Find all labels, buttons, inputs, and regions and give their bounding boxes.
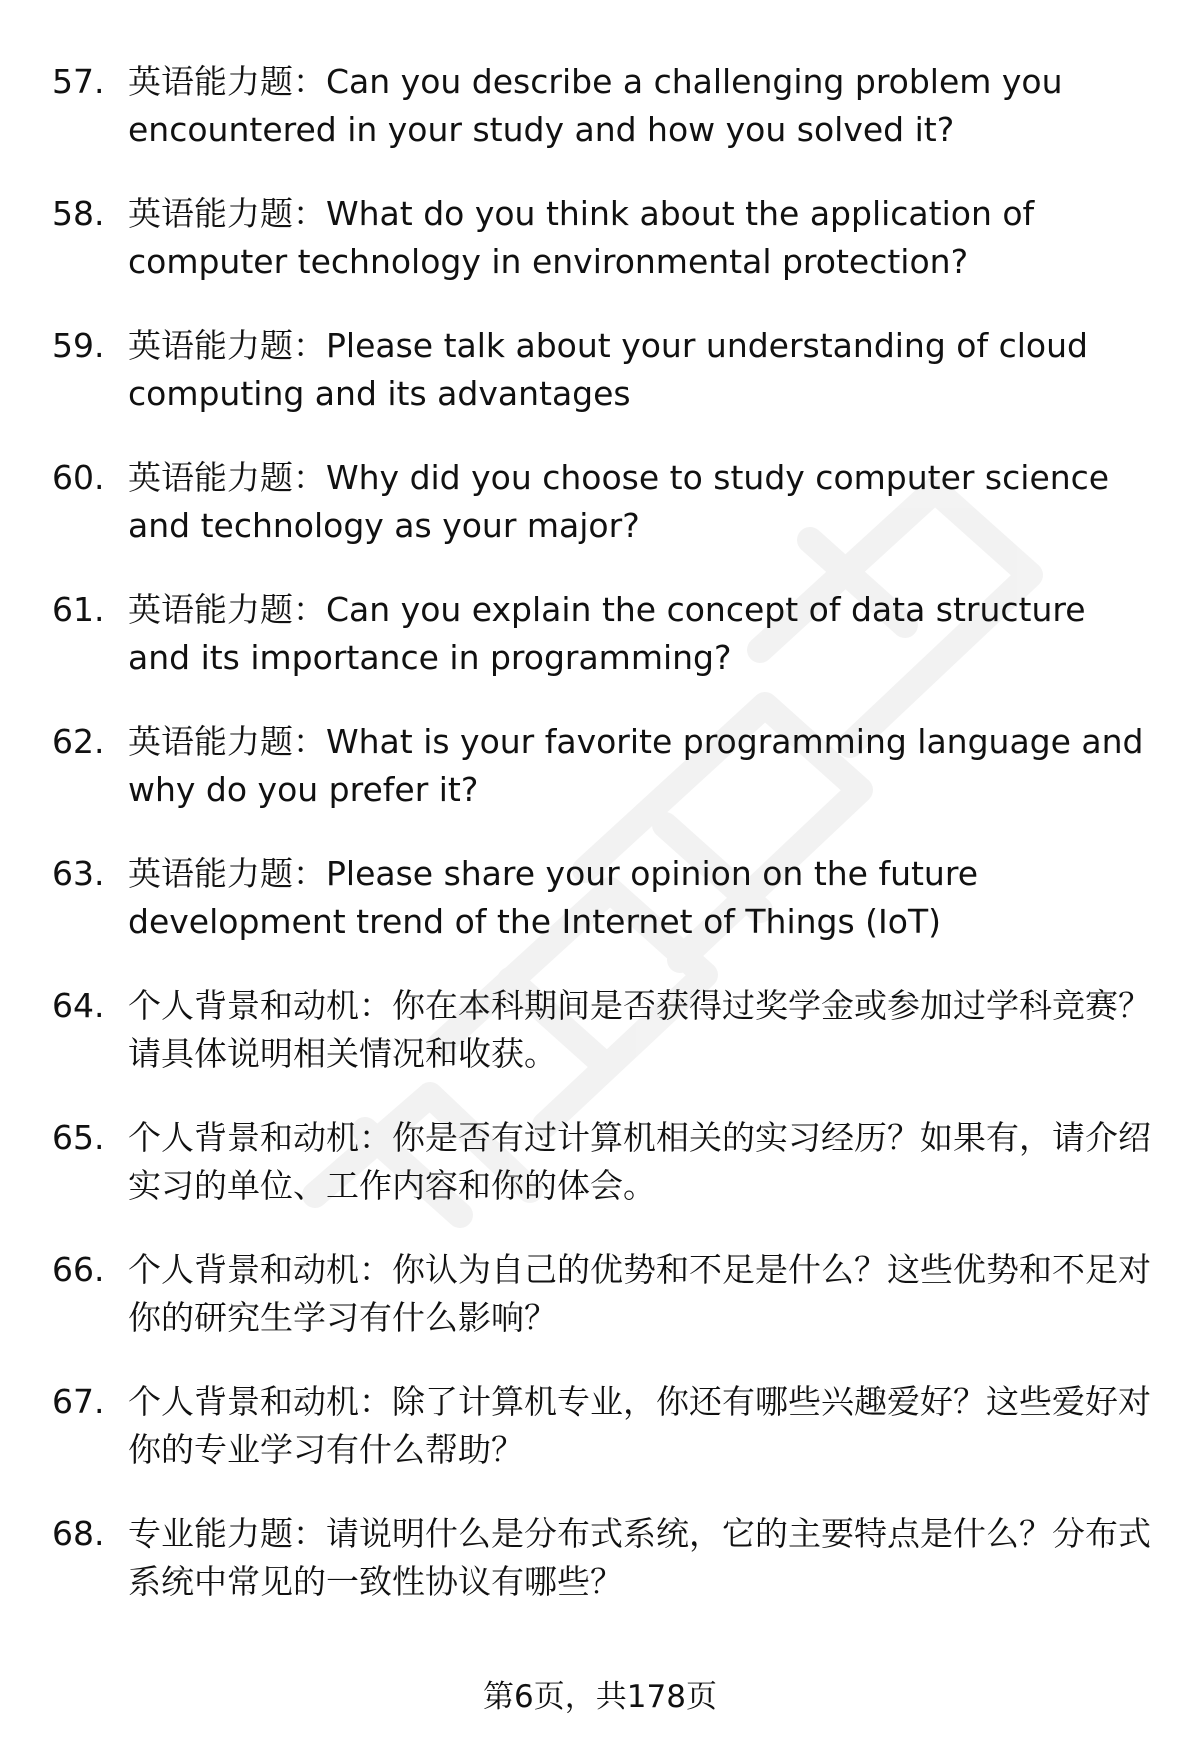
question-body: Please share your opinion on the future development trend of the Internet of Things (IoT) [128, 854, 978, 941]
question-category: 英语能力题： [128, 458, 326, 497]
question-item-62 [52, 718, 1157, 850]
question-body: Why did you choose to study computer science and technology as your major? [128, 458, 1110, 545]
question-item-66 [52, 1246, 1157, 1378]
question-category: 英语能力题： [128, 62, 326, 101]
question-number: 62. [52, 722, 105, 761]
question-body: 你在本科期间是否获得过奖学金或参加过学科竞赛？请具体说明相关情况和收获。 [128, 986, 1151, 1073]
question-category: 个人背景和动机： [128, 1118, 392, 1157]
question-number: 60. [52, 458, 105, 497]
question-text [128, 1510, 1157, 1606]
question-body: 除了计算机专业，你还有哪些兴趣爱好？这些爱好对你的专业学习有什么帮助？ [128, 1382, 1151, 1469]
question-category: 英语能力题： [128, 194, 326, 233]
question-body: 你认为自己的优势和不足是什么？这些优势和不足对你的研究生学习有什么影响？ [128, 1250, 1151, 1337]
question-category: 个人背景和动机： [128, 1382, 392, 1421]
question-list [52, 58, 1157, 1642]
question-text [128, 850, 1157, 946]
question-item-67 [52, 1378, 1157, 1510]
question-text [128, 322, 1157, 418]
question-text [128, 58, 1157, 154]
question-number: 65. [52, 1118, 105, 1157]
question-category: 英语能力题： [128, 590, 326, 629]
question-item-65 [52, 1114, 1157, 1246]
question-category: 英语能力题： [128, 854, 326, 893]
question-number: 63. [52, 854, 105, 893]
question-item-61 [52, 586, 1157, 718]
question-body: 你是否有过计算机相关的实习经历？如果有，请介绍实习的单位、工作内容和你的体会。 [128, 1118, 1151, 1205]
question-text [128, 1114, 1157, 1210]
question-body: Please talk about your understanding of cloud computing and its advantages [128, 326, 1088, 413]
question-text [128, 190, 1157, 286]
question-text [128, 718, 1157, 814]
question-item-57 [52, 58, 1157, 190]
question-number: 68. [52, 1514, 105, 1553]
question-number: 61. [52, 590, 105, 629]
question-text [128, 586, 1157, 682]
question-number: 58. [52, 194, 105, 233]
question-item-60 [52, 454, 1157, 586]
question-category: 个人背景和动机： [128, 986, 392, 1025]
question-body: Can you explain the concept of data structure and its importance in programming? [128, 590, 1086, 677]
question-text [128, 982, 1157, 1078]
question-number: 64. [52, 986, 105, 1025]
question-item-59 [52, 322, 1157, 454]
question-category: 英语能力题： [128, 326, 326, 365]
question-category: 个人背景和动机： [128, 1250, 392, 1289]
question-text [128, 1378, 1157, 1474]
question-number: 67. [52, 1382, 105, 1421]
question-text [128, 1246, 1157, 1342]
question-number: 59. [52, 326, 105, 365]
question-category: 英语能力题： [128, 722, 326, 761]
question-body: Can you describe a challenging problem you encountered in your study and how you solved it? [128, 62, 1063, 149]
question-body: What is your favorite programming language and why do you prefer it? [128, 722, 1144, 809]
question-item-58 [52, 190, 1157, 322]
question-item-68 [52, 1510, 1157, 1642]
question-text [128, 454, 1157, 550]
question-number: 57. [52, 62, 105, 101]
question-item-64 [52, 982, 1157, 1114]
question-item-63 [52, 850, 1157, 982]
page-footer: 第6页，共178页 [483, 1679, 717, 1715]
question-category: 专业能力题： [128, 1514, 326, 1553]
question-body: What do you think about the application of computer technology in environmental protection? [128, 194, 1035, 281]
question-body: 请说明什么是分布式系统，它的主要特点是什么？分布式系统中常见的一致性协议有哪些？ [128, 1514, 1151, 1601]
question-number: 66. [52, 1250, 105, 1289]
